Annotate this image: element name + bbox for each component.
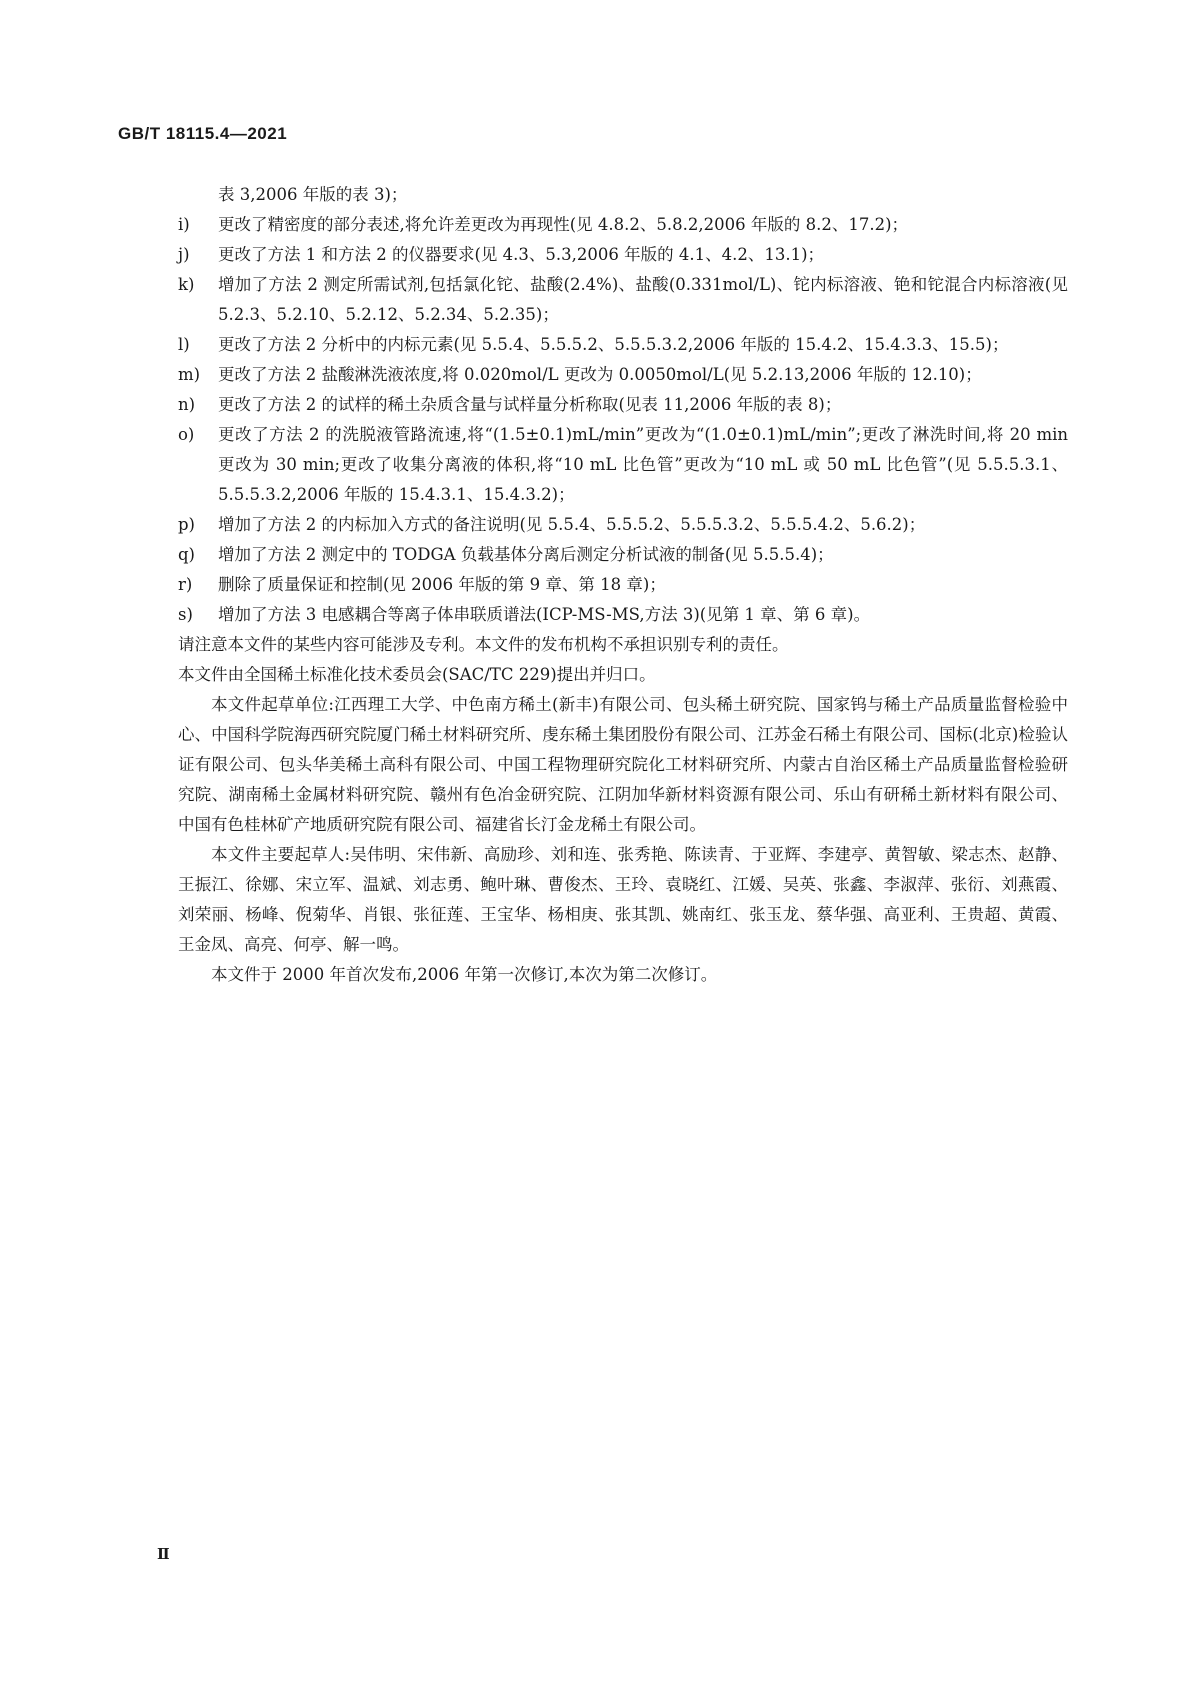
list-item-text: 更改了方法 1 和方法 2 的仪器要求(见 4.3、5.3,2006 年版的 4.1、4.2、13.1)； <box>218 245 825 264</box>
list-marker: o) <box>178 425 195 444</box>
drafters-paragraph: 本文件主要起草人:吴伟明、宋伟新、高励珍、刘和连、张秀艳、陈读青、于亚辉、李建亭、黄智敏、梁志杰、赵静、王振江、徐娜、宋立军、温斌、刘志勇、鲍叶琳、曹俊杰、王玲、袁晓红、江媛、吴英、张鑫、李淑萍、张衍、刘燕霞、刘荣丽、杨峰、倪菊华、肖银、张征莲、王宝华、杨相庚、张其凯、姚南红、张玉龙、蔡华强、高亚利、王贵超、黄霞、王金凤、高亮、何亭、解一鸣。 <box>178 845 1068 954</box>
list-item-text: 增加了方法 2 的内标加入方式的备注说明(见 5.5.4、5.5.5.2、5.5.5.3.2、5.5.5.4.2、5.6.2)； <box>218 515 926 534</box>
proposer-paragraph: 本文件由全国稀土标准化技术委员会(SAC/TC 229)提出并归口。 <box>178 665 656 684</box>
list-marker: m) <box>178 365 201 384</box>
list-marker: k) <box>178 275 195 294</box>
list-item-p <box>178 510 1068 540</box>
list-item-l <box>178 330 1068 360</box>
list-marker: p) <box>178 515 195 534</box>
list-marker: r) <box>178 575 193 594</box>
list-item-j <box>178 240 1068 270</box>
list-item-text: 更改了方法 2 盐酸淋洗液浓度,将 0.020mol/L 更改为 0.0050mol/L(见 5.2.13,2006 年版的 12.10)； <box>218 365 982 384</box>
list-item-s <box>178 600 1068 630</box>
list-item-m <box>178 360 1068 390</box>
list-item-k <box>178 270 1068 330</box>
list-marker: n) <box>178 395 196 414</box>
list-item-text: 删除了质量保证和控制(见 2006 年版的第 9 章、第 18 章)； <box>218 575 666 594</box>
list-item-text: 更改了方法 2 分析中的内标元素(见 5.5.4、5.5.5.2、5.5.5.3.2,2006 年版的 15.4.2、15.4.3.3、15.5)； <box>218 335 1009 354</box>
document-id-header: GB/T 18115.4—2021 <box>118 124 288 143</box>
patent-notice-paragraph: 请注意本文件的某些内容可能涉及专利。本文件的发布机构不承担识别专利的责任。 <box>178 635 789 654</box>
drafting-units-paragraph: 本文件起草单位:江西理工大学、中色南方稀土(新丰)有限公司、包头稀土研究院、国家钨与稀土产品质量监督检验中心、中国科学院海西研究院厦门稀土材料研究所、虔东稀土集团股份有限公司、江苏金石稀土有限公司、国标(北京)检验认证有限公司、包头华美稀土高科有限公司、中国工程物理研究院化工材料研究所、内蒙古自治区稀土产品质量监督检验研究院、湖南稀土金属材料研究院、赣州有色冶金研究院、江阴加华新材料资源有限公司、乐山有研稀土新材料有限公司、中国有色桂林矿产地质研究院有限公司、福建省长汀金龙稀土有限公司。 <box>178 695 1068 834</box>
list-item-o <box>178 420 1068 510</box>
list-item-r <box>178 570 1068 600</box>
list-item-text: 更改了方法 2 的试样的稀土杂质含量与试样量分析称取(见表 11,2006 年版的表 8)； <box>218 395 842 414</box>
list-marker: s) <box>178 605 193 624</box>
list-item-text: 更改了精密度的部分表述,将允许差更改为再现性(见 4.8.2、5.8.2,2006 年版的 8.2、17.2)； <box>218 215 909 234</box>
list-item-text: 增加了方法 2 测定中的 TODGA 负载基体分离后测定分析试液的制备(见 5.5.5.4)； <box>218 545 834 564</box>
list-continuation-text: 表 3,2006 年版的表 3)； <box>218 185 408 204</box>
list-item-n <box>178 390 1068 420</box>
list-item-text: 增加了方法 3 电感耦合等离子体串联质谱法(ICP-MS-MS,方法 3)(见第 1 章、第 6 章)。 <box>218 605 871 624</box>
list-marker: i) <box>178 215 190 234</box>
list-item-i <box>178 210 1068 240</box>
list-item-q <box>178 540 1068 570</box>
history-paragraph: 本文件于 2000 年首次发布,2006 年第一次修订,本次为第二次修订。 <box>211 965 718 984</box>
list-item-text: 增加了方法 2 测定所需试剂,包括氯化铊、盐酸(2.4%)、盐酸(0.331mol/L)、铊内标溶液、铯和铊混合内标溶液(见 5.2.3、5.2.10、5.2.12、5.2.34、5.2.35)； <box>218 275 1068 324</box>
list-continuation <box>178 180 1068 210</box>
list-marker: q) <box>178 545 195 564</box>
page-number: Ⅱ <box>157 1545 170 1563</box>
list-marker: j) <box>178 245 190 264</box>
page-content <box>178 180 1068 990</box>
list-marker: l) <box>178 335 190 354</box>
list-item-text: 更改了方法 2 的洗脱液管路流速,将“(1.5±0.1)mL/min”更改为“(1.0±0.1)mL/min”;更改了淋洗时间,将 20 min 更改为 30 min;更改了收集分离液的体积,将“10 mL 比色管”更改为“10 mL 或 50 mL 比色管”(见 5.5.5.3.1、5.5.5.3.2,2006 年版的 15.4.3.1、15.4.3.2)； <box>218 425 1068 504</box>
